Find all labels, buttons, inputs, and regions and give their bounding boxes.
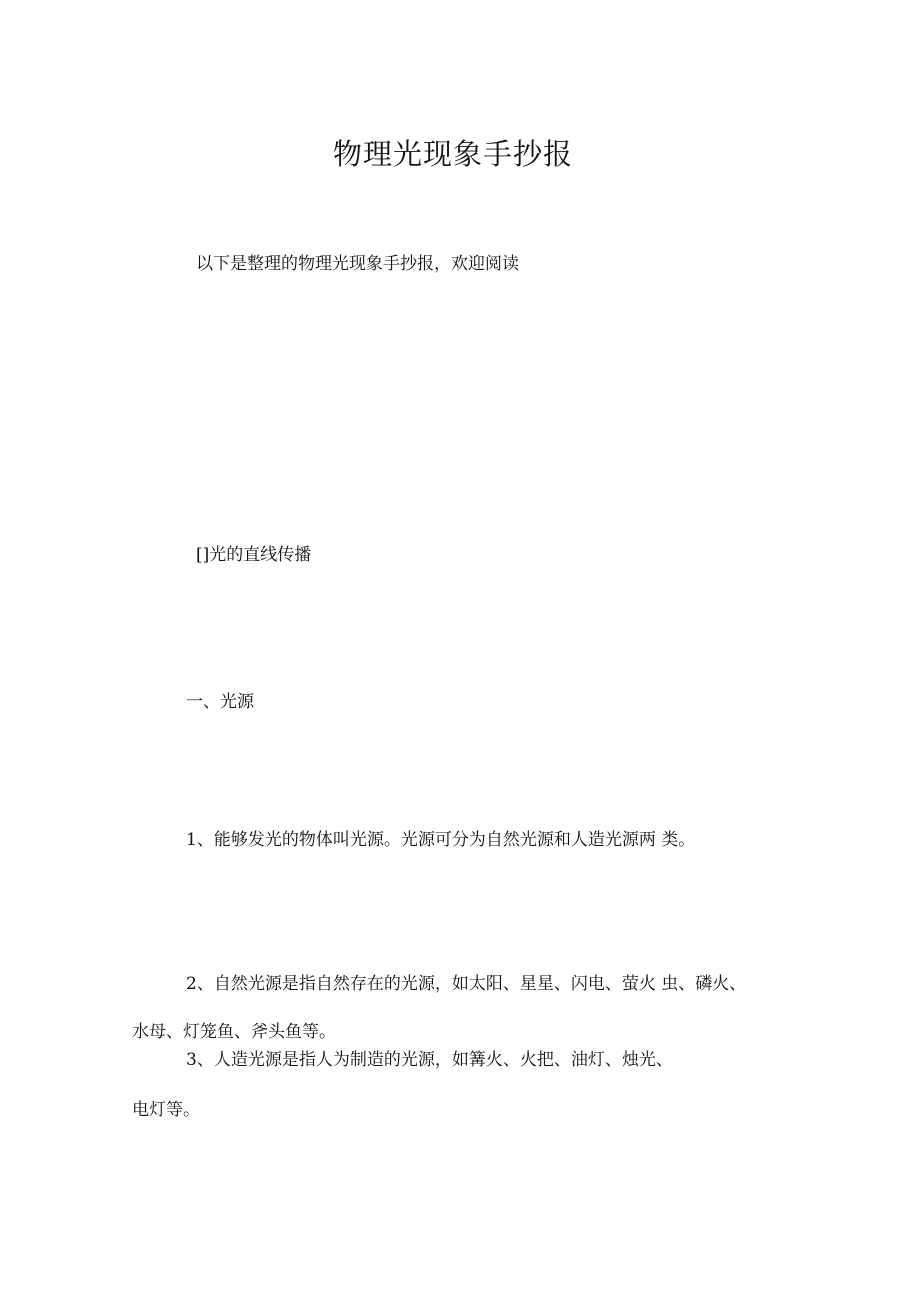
- paragraph-3-line-2: 电灯等。: [132, 1100, 200, 1120]
- paragraph-2-line-1: 2、自然光源是指自然存在的光源，如太阳、星星、闪电、萤火 虫、磷火、: [186, 974, 747, 994]
- page-title: 物理光现象手抄报: [332, 137, 573, 171]
- paragraph-2-line-2: 水母、灯笼鱼、斧头鱼等。: [132, 1022, 336, 1042]
- subheading-light-source: 一、光源: [186, 692, 254, 712]
- paragraph-1: 1、能够发光的物体叫光源。光源可分为自然光源和人造光源两 类。: [186, 830, 696, 850]
- intro-text: 以下是整理的物理光现象手抄报，欢迎阅读: [196, 254, 519, 274]
- section-heading: []光的直线传播: [196, 545, 312, 565]
- paragraph-3-line-1: 3、人造光源是指人为制造的光源，如篝火、火把、油灯、烛光、: [186, 1050, 673, 1070]
